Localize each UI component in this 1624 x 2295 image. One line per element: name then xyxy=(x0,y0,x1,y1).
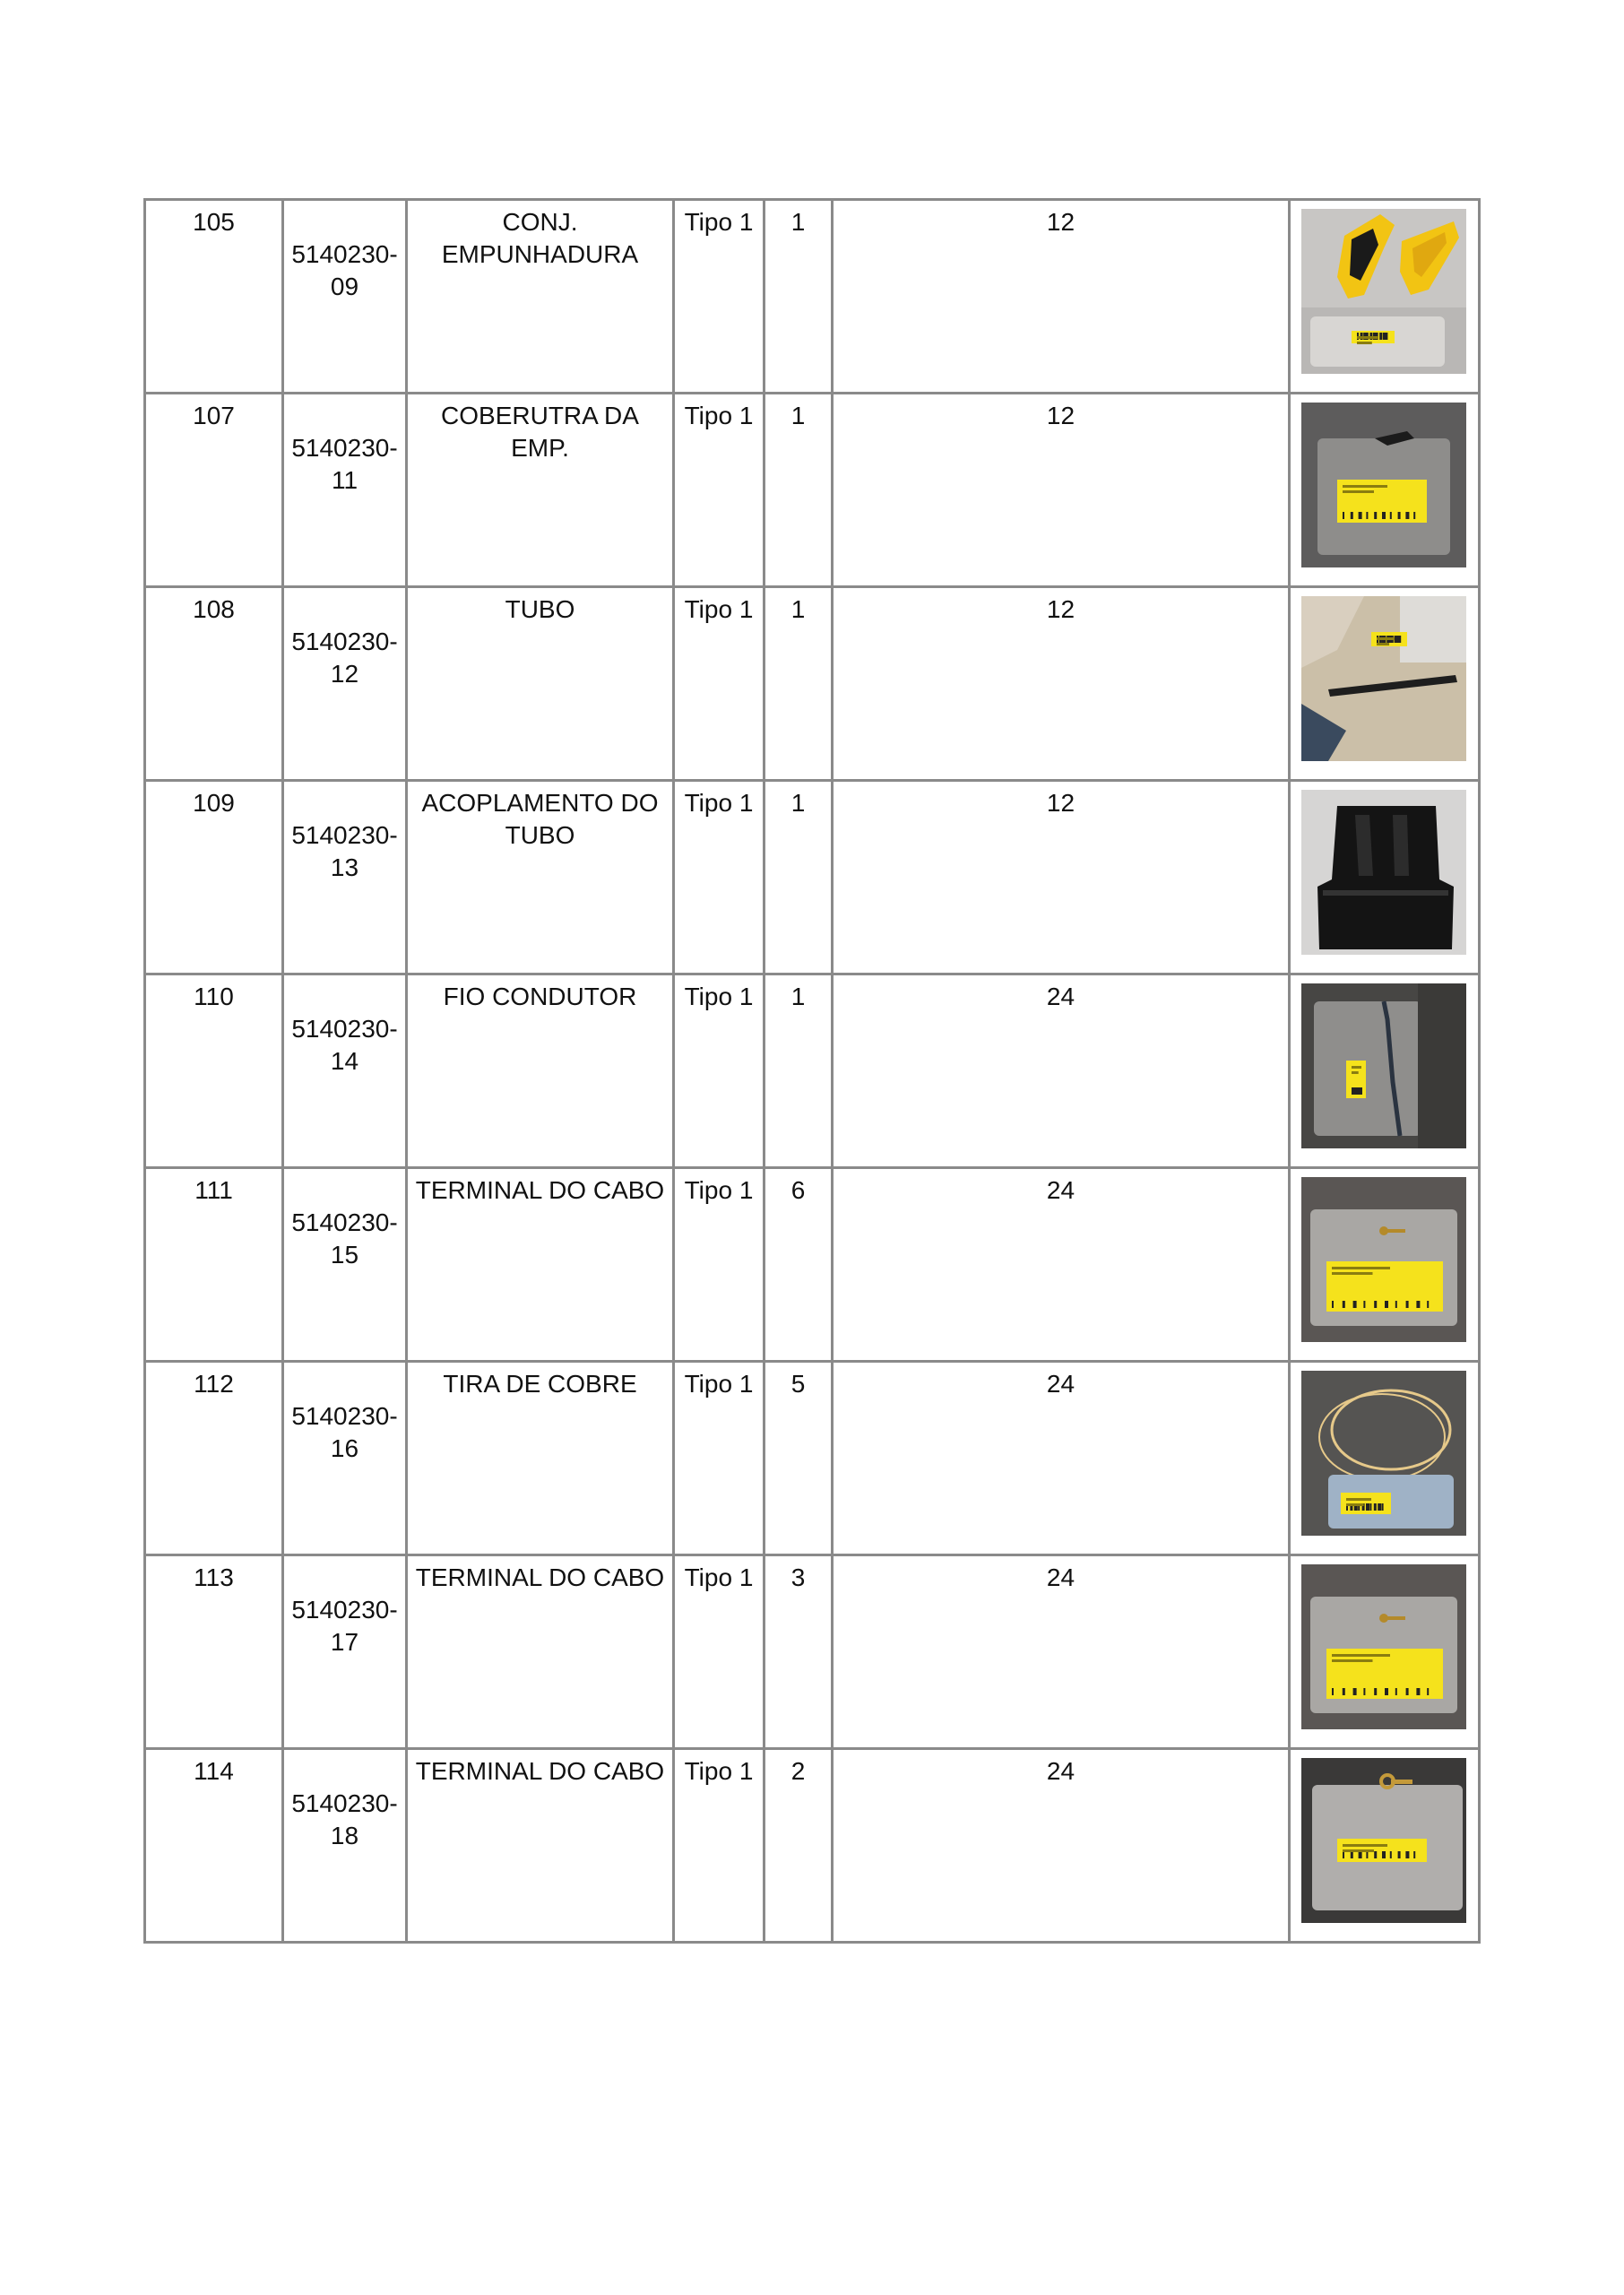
part-months: 24 xyxy=(833,1555,1290,1749)
item-number: 108 xyxy=(145,587,283,781)
part-description: FIO CONDUTOR xyxy=(407,974,674,1168)
part-quantity: 1 xyxy=(764,974,833,1168)
part-code: 5140230-15 xyxy=(283,1168,407,1362)
table-row xyxy=(145,394,1480,587)
part-quantity: 6 xyxy=(764,1168,833,1362)
part-quantity: 1 xyxy=(764,587,833,781)
table-row xyxy=(145,974,1480,1168)
parts-table-body xyxy=(145,200,1480,1943)
part-quantity: 2 xyxy=(764,1749,833,1943)
parts-table xyxy=(143,198,1481,1944)
part-code: 5140230-13 xyxy=(283,781,407,974)
table-row xyxy=(145,1362,1480,1555)
item-number: 107 xyxy=(145,394,283,587)
tube-coupling-photo-icon xyxy=(1301,790,1466,955)
part-type: Tipo 1 xyxy=(674,1168,764,1362)
bagged-cover-photo-icon xyxy=(1301,403,1466,567)
part-description: COBERUTRA DA EMP. xyxy=(407,394,674,587)
cable-terminal-bag-photo-icon xyxy=(1301,1177,1466,1342)
part-months: 12 xyxy=(833,587,1290,781)
part-quantity: 1 xyxy=(764,394,833,587)
table-row xyxy=(145,1555,1480,1749)
cable-terminal-photo-icon xyxy=(1301,1758,1466,1923)
part-months: 24 xyxy=(833,974,1290,1168)
part-photo-cell xyxy=(1290,1749,1480,1943)
part-quantity: 3 xyxy=(764,1555,833,1749)
part-photo-cell xyxy=(1290,587,1480,781)
part-description: TUBO xyxy=(407,587,674,781)
part-photo-cell xyxy=(1290,1555,1480,1749)
copper-strip-photo-icon xyxy=(1301,1371,1466,1536)
part-type: Tipo 1 xyxy=(674,587,764,781)
table-row xyxy=(145,1749,1480,1943)
part-type: Tipo 1 xyxy=(674,974,764,1168)
part-code: 5140230-11 xyxy=(283,394,407,587)
part-months: 12 xyxy=(833,200,1290,394)
item-number: 111 xyxy=(145,1168,283,1362)
part-quantity: 1 xyxy=(764,781,833,974)
part-type: Tipo 1 xyxy=(674,1749,764,1943)
tube-photo-icon xyxy=(1301,596,1466,761)
item-number: 109 xyxy=(145,781,283,974)
part-quantity: 1 xyxy=(764,200,833,394)
part-months: 24 xyxy=(833,1749,1290,1943)
item-number: 105 xyxy=(145,200,283,394)
part-photo-cell xyxy=(1290,394,1480,587)
part-photo-cell xyxy=(1290,974,1480,1168)
part-description: TIRA DE COBRE xyxy=(407,1362,674,1555)
part-description: ACOPLAMENTO DO TUBO xyxy=(407,781,674,974)
part-description: TERMINAL DO CABO xyxy=(407,1168,674,1362)
part-code: 5140230-09 xyxy=(283,200,407,394)
part-photo-cell xyxy=(1290,1362,1480,1555)
table-row xyxy=(145,1168,1480,1362)
part-months: 24 xyxy=(833,1362,1290,1555)
part-code: 5140230-12 xyxy=(283,587,407,781)
part-code: 5140230-17 xyxy=(283,1555,407,1749)
item-number: 113 xyxy=(145,1555,283,1749)
part-months: 12 xyxy=(833,394,1290,587)
part-type: Tipo 1 xyxy=(674,200,764,394)
part-type: Tipo 1 xyxy=(674,1555,764,1749)
part-description: TERMINAL DO CABO xyxy=(407,1555,674,1749)
part-months: 12 xyxy=(833,781,1290,974)
part-photo-cell xyxy=(1290,1168,1480,1362)
part-quantity: 5 xyxy=(764,1362,833,1555)
yellow-handle-photo-icon xyxy=(1301,209,1466,374)
cable-terminal-bag-photo-icon xyxy=(1301,1564,1466,1729)
item-number: 114 xyxy=(145,1749,283,1943)
part-photo-cell xyxy=(1290,781,1480,974)
item-number: 110 xyxy=(145,974,283,1168)
part-months: 24 xyxy=(833,1168,1290,1362)
conductor-wire-photo-icon xyxy=(1301,983,1466,1148)
table-row xyxy=(145,200,1480,394)
part-type: Tipo 1 xyxy=(674,1362,764,1555)
part-code: 5140230-18 xyxy=(283,1749,407,1943)
table-row xyxy=(145,781,1480,974)
item-number: 112 xyxy=(145,1362,283,1555)
part-photo-cell xyxy=(1290,200,1480,394)
part-type: Tipo 1 xyxy=(674,781,764,974)
part-code: 5140230-16 xyxy=(283,1362,407,1555)
part-description: CONJ. EMPUNHADURA xyxy=(407,200,674,394)
table-row xyxy=(145,587,1480,781)
part-description: TERMINAL DO CABO xyxy=(407,1749,674,1943)
part-code: 5140230-14 xyxy=(283,974,407,1168)
part-type: Tipo 1 xyxy=(674,394,764,587)
